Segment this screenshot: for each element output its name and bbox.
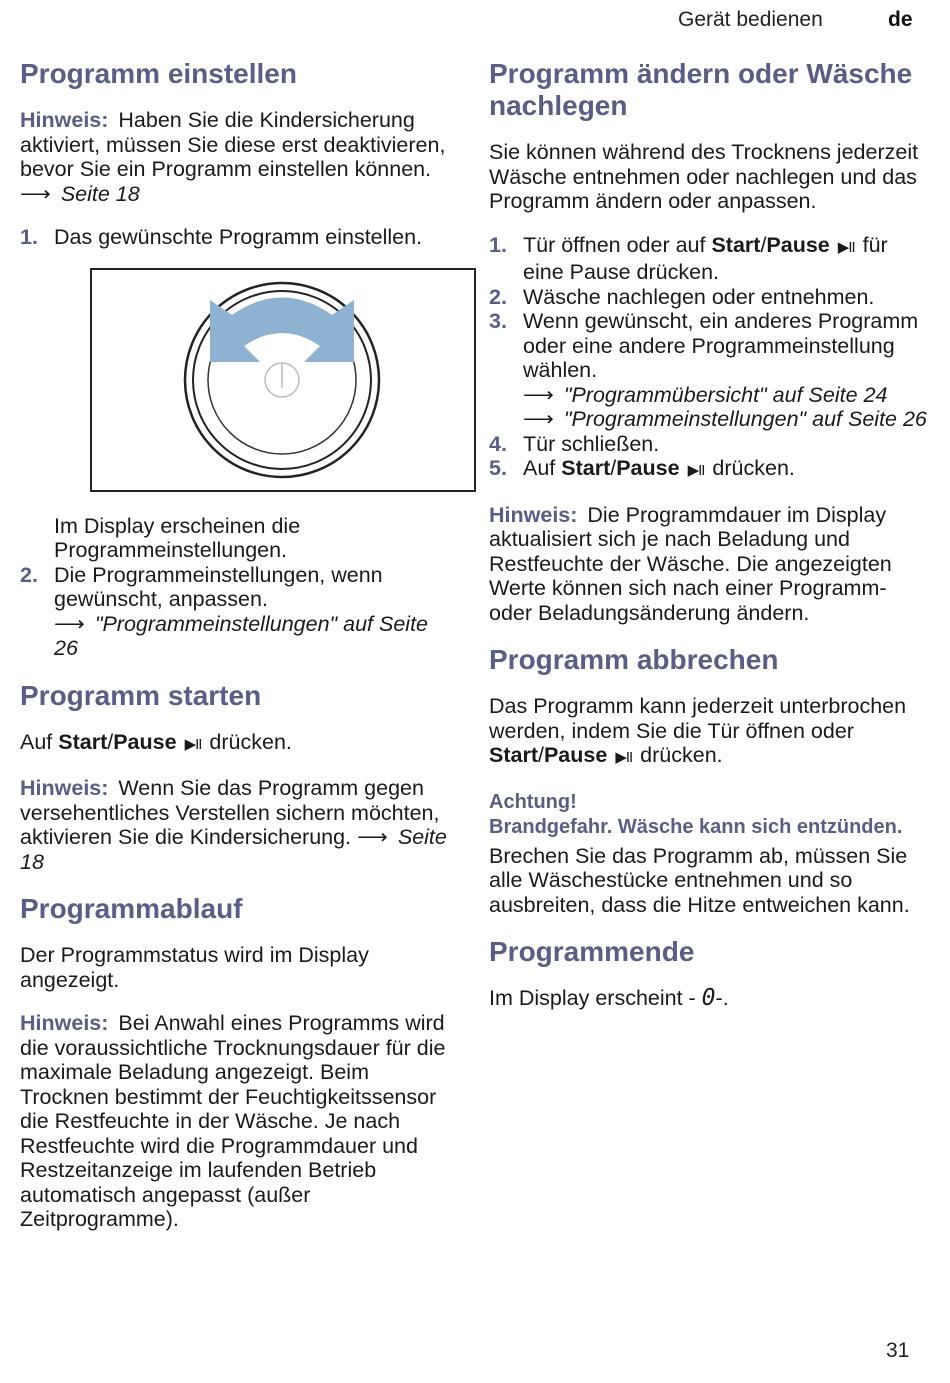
slash: / xyxy=(537,743,544,767)
text: Das Programm kann jederzeit unterbrochen werden, indem Sie die Tür öffnen oder xyxy=(489,694,907,743)
play-pause-icon: ▶II xyxy=(615,749,633,766)
arrow-icon: ⟶ xyxy=(523,382,554,407)
step-number: 5. xyxy=(489,456,507,480)
slash: / xyxy=(107,729,114,754)
start-label: Start xyxy=(561,456,611,480)
pause-label: Pause xyxy=(113,729,177,754)
section-title: Programmende xyxy=(489,936,695,967)
section-programm-abbrechen xyxy=(489,644,929,917)
play-pause-icon: ▶II xyxy=(687,462,705,479)
section-title: Programm einstellen xyxy=(20,58,297,89)
text: drücken. xyxy=(706,456,795,480)
step-item xyxy=(489,456,929,484)
warning-box xyxy=(489,790,929,918)
text: Im Display erscheint - xyxy=(489,986,702,1010)
note-label: Hinweis: xyxy=(20,108,109,132)
cross-reference xyxy=(54,612,448,661)
section-title: Programmablauf xyxy=(20,893,243,924)
dial-illustration xyxy=(90,268,476,492)
step-list xyxy=(489,233,929,484)
left-column xyxy=(20,58,448,1251)
arrow-icon: ⟶ xyxy=(20,181,51,206)
program-dial-icon xyxy=(92,270,474,490)
section-programmablauf xyxy=(20,893,448,1232)
note-text: Die Programmdauer im Display aktualisiert sich je nach Beladung und Restfeuchte der Wäsche. Die angezeigten Werte können sich nach einer Programm- oder Beladungsänderung ändern. xyxy=(489,502,892,625)
step-number: 2. xyxy=(20,562,38,587)
body-text xyxy=(489,694,929,771)
section-programm-aendern xyxy=(489,58,929,625)
note-label: Hinweis: xyxy=(489,502,578,527)
page-ref-link[interactable]: "Programmübersicht" auf Seite 24 xyxy=(563,382,888,407)
body-text: Der Programmstatus wird im Display angezeigt. xyxy=(20,943,369,992)
header-language: de xyxy=(888,8,913,31)
pause-label: Pause xyxy=(766,232,830,257)
step-text: Das gewünschte Programm einstellen. xyxy=(54,225,423,249)
section-programm-einstellen xyxy=(20,58,448,661)
text: für eine Pause drücken. xyxy=(523,232,888,284)
start-label: Start xyxy=(58,729,108,754)
step-number: 1. xyxy=(489,232,507,257)
text: Auf xyxy=(20,729,59,754)
play-pause-icon: ▶II xyxy=(184,735,202,753)
arrow-icon: ⟶ xyxy=(523,407,554,431)
step-number: 2. xyxy=(489,284,507,309)
cross-reference xyxy=(523,383,929,408)
text: Auf xyxy=(523,456,562,480)
arrow-icon: ⟶ xyxy=(54,611,85,636)
section-programm-starten xyxy=(20,680,448,875)
note xyxy=(20,776,448,874)
note xyxy=(20,108,448,206)
instruction-text xyxy=(20,730,448,758)
step-item xyxy=(20,563,448,661)
warning-text: Brechen Sie das Programm ab, müssen Sie alle Wäschestücke entnehmen und so ausbreiten, dass die Hitze entweichen kann. xyxy=(489,843,910,917)
step-text: Tür schließen. xyxy=(523,431,660,456)
page-ref-link[interactable]: "Programmeinstellungen" auf Seite 26 xyxy=(54,611,428,660)
note xyxy=(489,503,929,626)
cross-reference xyxy=(523,407,929,432)
note-label: Hinweis: xyxy=(20,776,109,800)
start-label: Start xyxy=(489,743,538,767)
warning-subtitle: Brandgefahr. Wäsche kann sich entzünden. xyxy=(489,815,903,838)
text: drücken. xyxy=(634,743,723,767)
page-ref-link[interactable]: Seite 18 xyxy=(20,825,447,874)
note-text: Bei Anwahl eines Programms wird die voraussichtliche Trocknungsdauer für die maximale Beladung angezeigt. Beim Trocknen bestimmt der Feuchtigkeitssensor die Restfeuchte in der Wäsche. Je nach Restfeuchte wird die Programmdauer und Restzeitanzeige im laufenden Betrieb automatisch angepasst (außer Zeitprogramme). xyxy=(20,1011,446,1231)
step-item xyxy=(489,285,929,310)
step-item xyxy=(489,432,929,457)
header-title: Gerät bedienen xyxy=(678,8,823,31)
step-item xyxy=(20,225,448,563)
play-pause-icon: ▶II xyxy=(837,238,855,256)
section-title: Programm ändern oder Wäsche nachlegen xyxy=(489,58,913,121)
right-column xyxy=(489,58,929,1030)
step-list xyxy=(20,225,448,661)
step-number: 3. xyxy=(489,309,507,333)
note-text: Wenn Sie das Programm gegen versehentliches Verstellen sichern möchten, aktivieren Sie die Kindersicherung. xyxy=(20,776,440,849)
text: drücken. xyxy=(203,729,292,754)
step-item xyxy=(489,233,929,285)
display-zero-glyph: 0 xyxy=(701,985,716,1011)
note xyxy=(20,1011,448,1232)
note-label: Hinweis: xyxy=(20,1011,109,1035)
note-text: Haben Sie die Kindersicherung aktiviert, müssen Sie diese erst deaktivieren, bevor Sie ein Programm einstellen können. xyxy=(20,108,446,181)
step-text: Wäsche nachlegen oder entnehmen. xyxy=(523,284,875,309)
page-number: 31 xyxy=(886,1339,910,1362)
start-label: Start xyxy=(711,232,761,257)
body-text xyxy=(489,986,929,1011)
section-title: Programm abbrechen xyxy=(489,644,779,675)
body-text: Sie können während des Trocknens jederzeit Wäsche entnehmen oder nachlegen und das Programm ändern oder anpassen. xyxy=(489,140,919,213)
warning-title: Achtung! xyxy=(489,790,577,813)
section-programmende xyxy=(489,936,929,1011)
step-number: 1. xyxy=(20,225,38,249)
section-title: Programm starten xyxy=(20,679,262,711)
slash: / xyxy=(610,456,617,480)
pause-label: Pause xyxy=(543,743,608,767)
slash: / xyxy=(760,232,767,257)
text: Tür öffnen oder auf xyxy=(523,232,712,257)
step-text: Wenn gewünscht, ein anderes Programm oder eine andere Programmeinstellung wählen. xyxy=(523,309,919,382)
page-ref-link[interactable]: "Programmeinstellungen" auf Seite 26 xyxy=(563,407,927,431)
step-text: Die Programmeinstellungen, wenn gewünscht, anpassen. xyxy=(54,562,383,611)
arrow-icon: ⟶ xyxy=(357,825,388,849)
text: -. xyxy=(715,986,729,1010)
step-result-text: Im Display erscheinen die Programmeinstellungen. xyxy=(54,513,301,562)
pause-label: Pause xyxy=(616,456,680,480)
step-item xyxy=(489,309,929,432)
step-number: 4. xyxy=(489,431,507,456)
page-ref-link[interactable]: Seite 18 xyxy=(60,181,140,206)
